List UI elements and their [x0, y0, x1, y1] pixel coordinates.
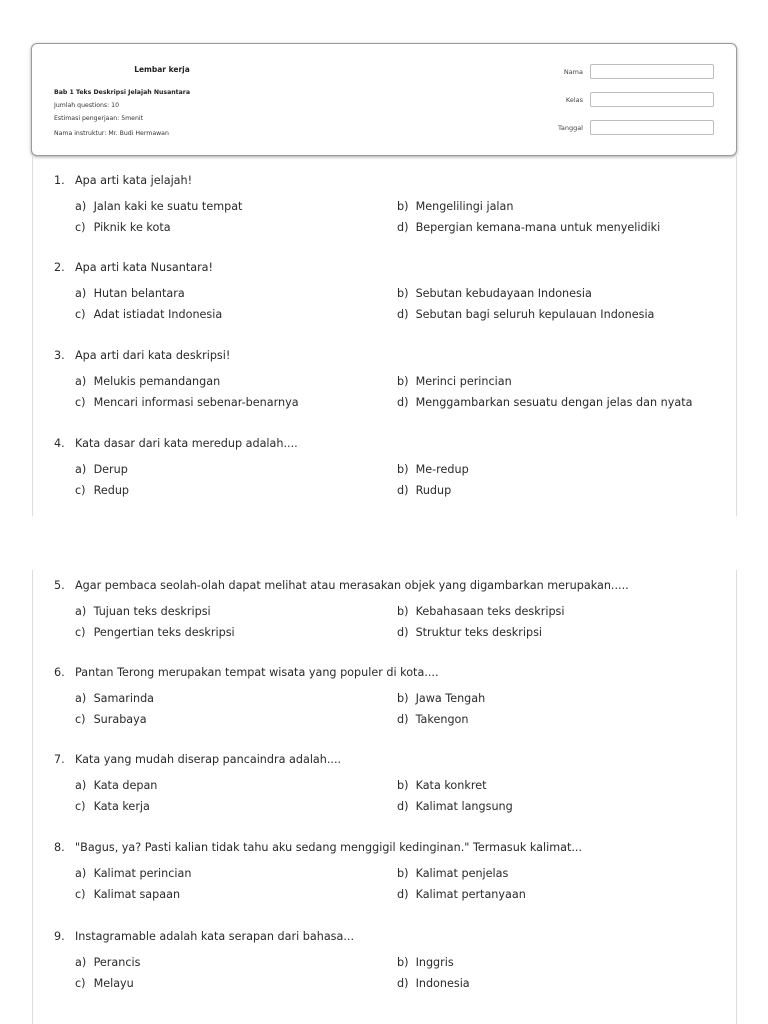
option-b[interactable] — [397, 866, 508, 882]
option-c[interactable] — [75, 976, 134, 992]
option-letter: b) — [397, 375, 409, 388]
option-text: Bepergian kemana-mana untuk menyelidiki — [415, 221, 661, 234]
question-6 — [54, 665, 744, 726]
option-letter: b) — [397, 463, 409, 476]
option-text: Melayu — [93, 977, 134, 990]
option-letter: a) — [75, 867, 87, 880]
option-letter: c) — [75, 626, 86, 639]
question-number: 9. — [54, 930, 65, 943]
option-text: Perancis — [93, 956, 141, 969]
page-1-right-border — [736, 156, 737, 516]
option-letter: d) — [397, 977, 409, 990]
option-letter: b) — [397, 605, 409, 618]
option-text: Kata depan — [93, 779, 158, 792]
option-text: Kalimat pertanyaan — [415, 888, 526, 901]
option-letter: c) — [75, 800, 86, 813]
name-label: Nama — [563, 68, 583, 76]
page-2-left-border — [32, 570, 33, 1024]
option-text: Kebahasaan teks deskripsi — [415, 605, 565, 618]
option-text: Hutan belantara — [93, 287, 185, 300]
question-text: Apa arti kata Nusantara! — [75, 261, 214, 274]
option-letter: d) — [397, 626, 409, 639]
question-text: Instagramable adalah kata serapan dari bahasa... — [75, 930, 355, 943]
question-number: 6. — [54, 666, 65, 679]
option-text: Kalimat penjelas — [415, 867, 509, 880]
option-text: Kalimat perincian — [93, 867, 192, 880]
option-text: Surabaya — [93, 713, 147, 726]
question-number: 5. — [54, 579, 65, 592]
option-text: Indonesia — [415, 977, 470, 990]
option-a[interactable] — [75, 866, 191, 882]
option-text: Kalimat sapaan — [93, 888, 181, 901]
option-c[interactable] — [75, 307, 222, 323]
option-letter: a) — [75, 956, 87, 969]
option-text: Tujuan teks deskripsi — [93, 605, 211, 618]
option-d[interactable] — [397, 395, 692, 411]
page-1-left-border — [32, 156, 33, 516]
option-text: Derup — [93, 463, 128, 476]
class-field[interactable] — [590, 92, 714, 107]
option-letter: a) — [75, 779, 87, 792]
question-count: Jumlah questions: 10 — [54, 102, 120, 109]
option-letter: d) — [397, 713, 409, 726]
question-text: Agar pembaca seolah-olah dapat melihat atau merasakan objek yang digambarkan merupakan..... — [75, 579, 629, 592]
option-letter: b) — [397, 779, 409, 792]
option-b[interactable] — [397, 199, 513, 215]
question-text: Pantan Terong merupakan tempat wisata yang populer di kota.... — [75, 666, 439, 679]
option-letter: b) — [397, 200, 409, 213]
option-a[interactable] — [75, 778, 157, 794]
option-a[interactable] — [75, 462, 128, 478]
question-8 — [54, 840, 744, 901]
option-text: Piknik ke kota — [93, 221, 171, 234]
option-text: Inggris — [415, 956, 454, 969]
option-d[interactable] — [397, 712, 469, 728]
option-letter: d) — [397, 800, 409, 813]
question-number: 1. — [54, 174, 65, 187]
question-1 — [54, 173, 744, 234]
option-letter: d) — [397, 308, 409, 321]
option-d[interactable] — [397, 799, 513, 815]
option-d[interactable] — [397, 307, 654, 323]
option-text: Jalan kaki ke suatu tempat — [93, 200, 243, 213]
question-number: 8. — [54, 841, 65, 854]
option-text: Takengon — [415, 713, 469, 726]
option-a[interactable] — [75, 691, 154, 707]
option-text: Mengelilingi jalan — [415, 200, 514, 213]
option-d[interactable] — [397, 976, 470, 992]
option-c[interactable] — [75, 712, 147, 728]
option-letter: d) — [397, 221, 409, 234]
option-letter: d) — [397, 396, 409, 409]
option-text: Kata kerja — [93, 800, 150, 813]
option-letter: a) — [75, 692, 87, 705]
option-text: Pengertian teks deskripsi — [93, 626, 235, 639]
option-letter: b) — [397, 287, 409, 300]
question-number: 3. — [54, 349, 65, 362]
option-text: Rudup — [415, 484, 452, 497]
option-text: Me-redup — [415, 463, 469, 476]
question-text: Apa arti kata jelajah! — [75, 174, 193, 187]
option-a[interactable] — [75, 604, 211, 620]
option-letter: b) — [397, 956, 409, 969]
option-b[interactable] — [397, 374, 512, 390]
option-d[interactable] — [397, 887, 526, 903]
option-text: Kalimat langsung — [415, 800, 513, 813]
option-text: Adat istiadat Indonesia — [93, 308, 223, 321]
question-text: Kata yang mudah diserap pancaindra adalah.... — [75, 753, 342, 766]
estimated-time: Estimasi pengerjaan: 5menit — [54, 115, 144, 122]
option-b[interactable] — [397, 955, 454, 971]
option-c[interactable] — [75, 625, 235, 641]
option-text: Mencari informasi sebenar-benarnya — [93, 396, 299, 409]
option-letter: a) — [75, 463, 87, 476]
option-d[interactable] — [397, 220, 660, 236]
option-d[interactable] — [397, 483, 451, 499]
option-text: Sebutan kebudayaan Indonesia — [415, 287, 592, 300]
worksheet-title: Lembar kerja — [134, 65, 190, 74]
option-text: Redup — [93, 484, 130, 497]
option-letter: a) — [75, 200, 87, 213]
option-text: Struktur teks deskripsi — [415, 626, 543, 639]
option-a[interactable] — [75, 286, 185, 302]
option-c[interactable] — [75, 483, 129, 499]
class-label: Kelas — [565, 96, 583, 104]
option-letter: c) — [75, 888, 86, 901]
option-letter: b) — [397, 867, 409, 880]
question-9 — [54, 929, 744, 990]
option-letter: a) — [75, 287, 87, 300]
question-text: Kata dasar dari kata meredup adalah.... — [75, 437, 298, 450]
option-b[interactable] — [397, 691, 485, 707]
instructor-name: Nama instruktur: Mr. Budi Hermawan — [54, 130, 169, 137]
question-text: "Bagus, ya? Pasti kalian tidak tahu aku sedang menggigil kedinginan." Termasuk kalimat... — [75, 841, 583, 854]
option-letter: b) — [397, 692, 409, 705]
date-field[interactable] — [590, 120, 714, 135]
option-a[interactable] — [75, 955, 140, 971]
option-letter: c) — [75, 396, 86, 409]
option-text: Sebutan bagi seluruh kepulauan Indonesia — [415, 308, 655, 321]
option-letter: a) — [75, 375, 87, 388]
option-text: Samarinda — [93, 692, 155, 705]
option-c[interactable] — [75, 220, 171, 236]
question-5 — [54, 578, 744, 639]
question-text: Apa arti dari kata deskripsi! — [75, 349, 231, 362]
option-text: Merinci perincian — [415, 375, 512, 388]
page-2-right-border — [736, 570, 737, 1024]
question-4 — [54, 436, 744, 497]
question-number: 4. — [54, 437, 65, 450]
option-letter: d) — [397, 484, 409, 497]
option-c[interactable] — [75, 395, 299, 411]
worksheet-header — [31, 43, 737, 156]
question-2 — [54, 260, 744, 321]
option-text: Kata konkret — [415, 779, 487, 792]
option-letter: c) — [75, 713, 86, 726]
option-text: Melukis pemandangan — [93, 375, 221, 388]
option-letter: a) — [75, 605, 87, 618]
question-7 — [54, 752, 744, 813]
option-b[interactable] — [397, 778, 486, 794]
option-a[interactable] — [75, 374, 220, 390]
date-label: Tanggal — [557, 124, 583, 132]
option-letter: c) — [75, 484, 86, 497]
name-field[interactable] — [590, 64, 714, 79]
option-letter: c) — [75, 221, 86, 234]
option-b[interactable] — [397, 286, 592, 302]
question-number: 7. — [54, 753, 65, 766]
chapter-title: Bab 1 Teks Deskripsi Jelajah Nusantara — [54, 89, 191, 96]
option-letter: c) — [75, 308, 86, 321]
question-3 — [54, 348, 744, 409]
option-d[interactable] — [397, 625, 542, 641]
option-text: Jawa Tengah — [415, 692, 486, 705]
option-b[interactable] — [397, 462, 469, 478]
option-text: Menggambarkan sesuatu dengan jelas dan nyata — [415, 396, 693, 409]
option-c[interactable] — [75, 887, 180, 903]
option-b[interactable] — [397, 604, 565, 620]
option-letter: c) — [75, 977, 86, 990]
question-number: 2. — [54, 261, 65, 274]
option-letter: d) — [397, 888, 409, 901]
option-c[interactable] — [75, 799, 150, 815]
option-a[interactable] — [75, 199, 242, 215]
